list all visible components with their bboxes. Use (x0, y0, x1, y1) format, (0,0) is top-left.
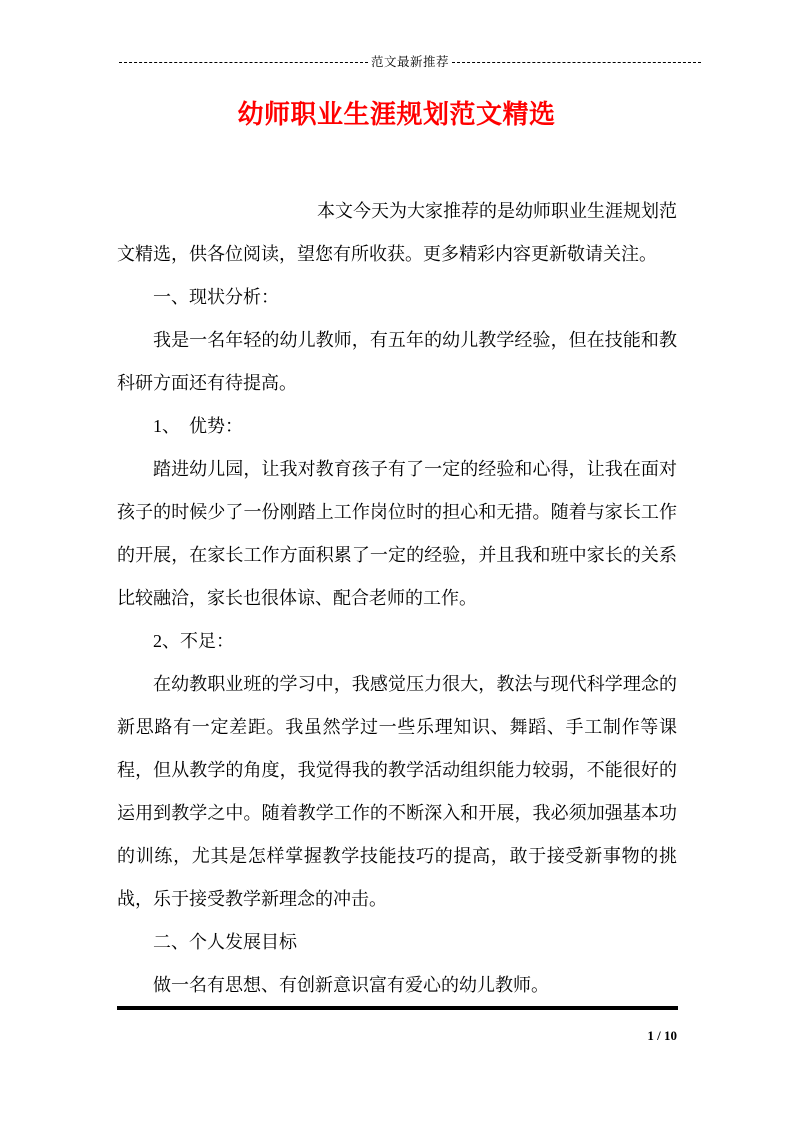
document-title: 幼师职业生涯规划范文精选 (237, 100, 556, 129)
page-number: 1 / 10 (647, 1028, 677, 1043)
document-body (117, 190, 677, 1007)
page-header (119, 53, 701, 71)
heading-section-2: 二、个人发展目标 (153, 932, 297, 952)
paragraph-shortcoming: 在幼教职业班的学习中，我感觉压力很大，教法与现代科学理念的新思路有一定差距。我虽然学过一些乐理知识、舞蹈、手工制作等课程，但从教学的角度，我觉得我的教学活动组织能力较弱，不能很好的运用到教学之中。随着教学工作的不断深入和开展，我必须加强基本功的训练，尤其是怎样掌握教学技能技巧的提高，敢于接受新事物的挑战，乐于接受教学新理念的冲击。 (117, 674, 677, 909)
heading-section-1: 一、现状分析： (153, 287, 279, 307)
header-dashed-rule-right (452, 62, 701, 63)
header-label: 范文最新推荐 (371, 55, 450, 69)
header-dashed-rule-left (119, 62, 368, 63)
paragraph-advantage: 踏进幼儿园，让我对教育孩子有了一定的经验和心得，让我在面对孩子的时候少了一份刚踏上工作岗位时的担心和无措。随着与家长工作的开展，在家长工作方面积累了一定的经验，并且我和班中家长的关系比较融洽，家长也很体谅、配合老师的工作。 (117, 459, 677, 608)
paragraph-goal: 做一名有思想、有创新意识富有爱心的幼儿教师。 (153, 975, 549, 995)
footer-thick-rule (117, 1006, 678, 1010)
intro-paragraph: 本文今天为大家推荐的是幼师职业生涯规划范文精选，供各位阅读，望您有所收获。更多精彩内容更新敬请关注。 (117, 201, 677, 264)
heading-advantage: 1、 优势： (153, 416, 243, 436)
heading-shortcoming: 2、不足： (153, 631, 234, 651)
paragraph-current-status: 我是一名年轻的幼儿教师，有五年的幼儿教学经验，但在技能和教科研方面还有待提高。 (117, 330, 677, 393)
